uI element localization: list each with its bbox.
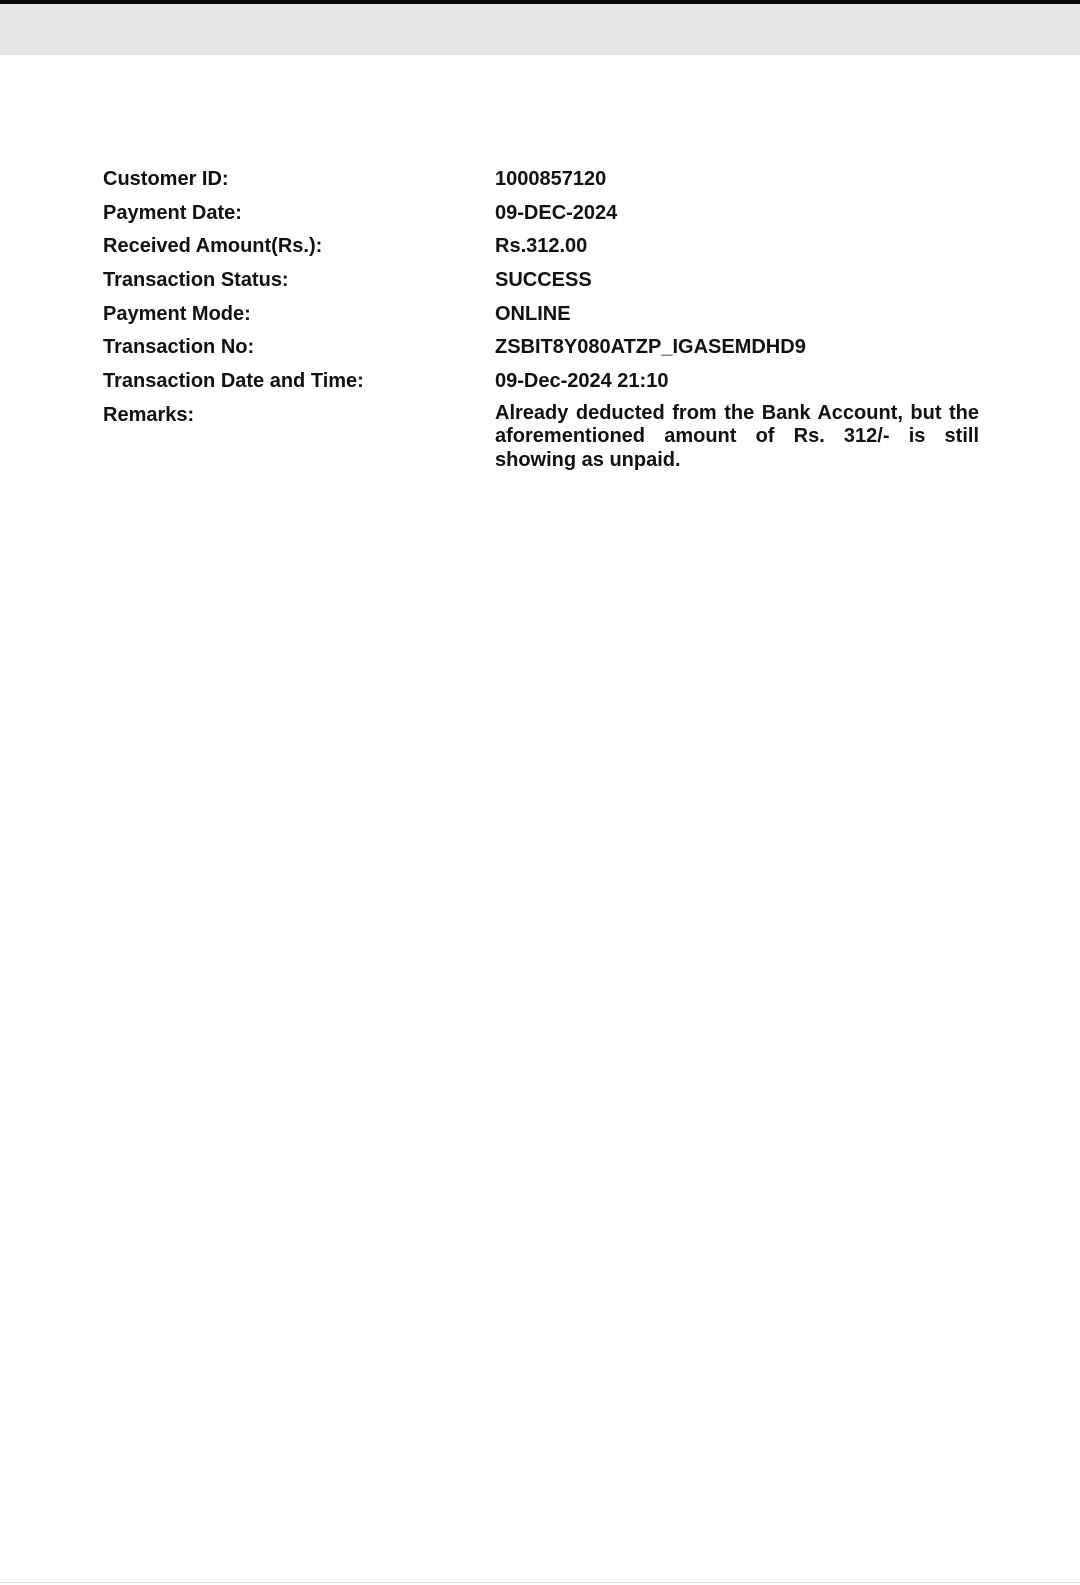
detail-row-remarks [103,402,979,473]
remarks-label: Remarks: [103,403,195,426]
detail-row-transaction-no [103,334,979,368]
payment-mode-value: ONLINE [495,302,571,325]
transaction-status-label: Transaction Status: [103,269,289,292]
customer-id-label: Customer ID: [103,168,229,190]
payment-details [103,166,979,472]
header-band [0,4,1080,55]
transaction-no-label: Transaction No: [103,336,255,359]
transaction-datetime-label: Transaction Date and Time: [103,370,364,393]
detail-row-customer-id [103,166,979,200]
transaction-status-value: SUCCESS [495,269,592,292]
payment-date-label: Payment Date: [103,201,242,224]
detail-row-transaction-datetime [103,368,979,402]
remarks-value: Already deducted from the Bank Account, but the aforementioned amount of Rs. 312/- is still showing as unpaid. [495,401,979,471]
customer-id-value: 1000857120 [495,168,607,190]
payment-mode-label: Payment Mode: [103,302,251,325]
received-amount-label: Received Amount(Rs.): [103,235,323,258]
transaction-datetime-value: 09-Dec-2024 21:10 [495,370,669,393]
detail-row-payment-date [103,200,979,234]
bottom-border [0,1582,1080,1583]
detail-row-transaction-status [103,267,979,301]
detail-row-received-amount [103,233,979,267]
received-amount-value: Rs.312.00 [495,235,588,258]
detail-row-payment-mode [103,301,979,335]
payment-date-value: 09-DEC-2024 [495,201,618,224]
transaction-no-value: ZSBIT8Y080ATZP_IGASEMDHD9 [495,336,806,359]
